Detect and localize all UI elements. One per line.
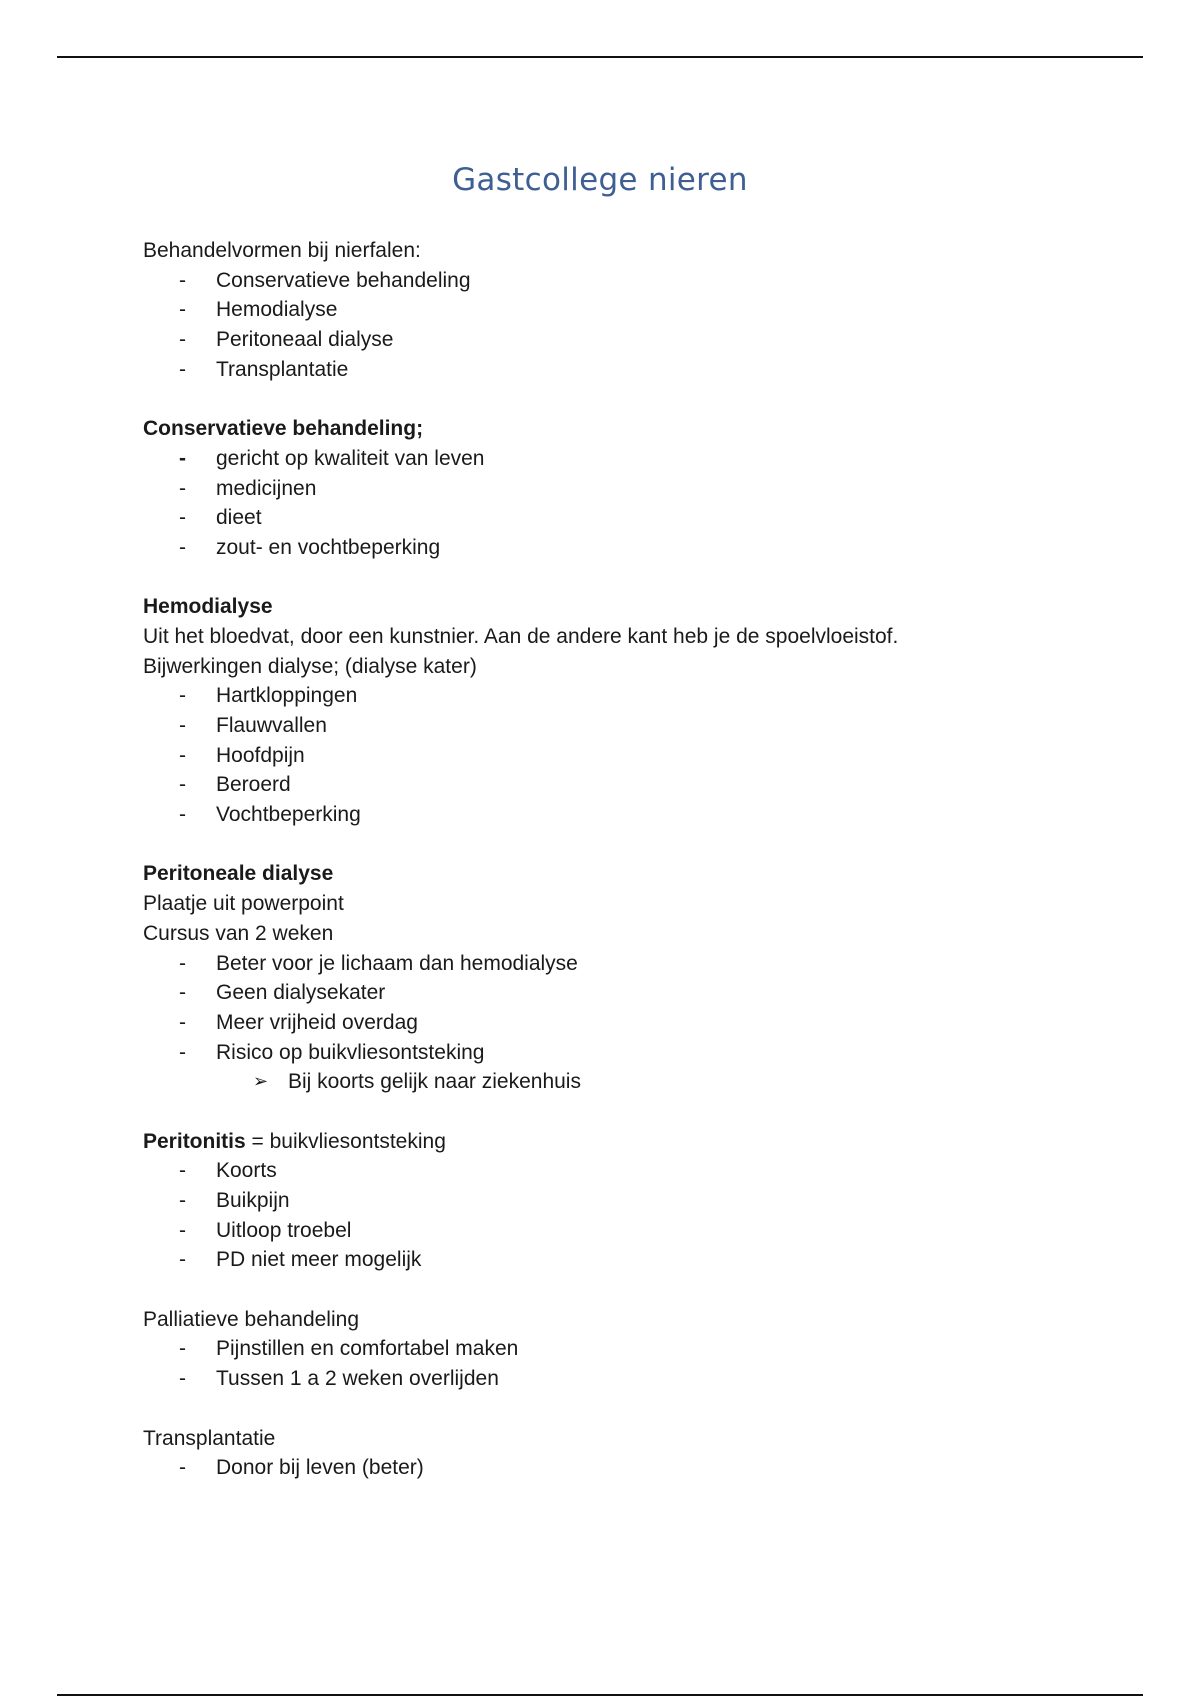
list-item [143,741,1143,771]
bullet-dash: - [179,298,186,322]
list-item [143,503,1143,533]
list-item [143,355,1143,385]
list-item [143,1038,1143,1068]
bullet-dash: - [179,446,186,470]
list-item-text: Pijnstillen en comfortabel maken [216,1337,519,1361]
page-title: Gastcollege nieren [452,162,748,198]
bullet-dash: - [179,535,186,559]
bullet-dash: - [179,357,186,381]
list-item-text: Conservatieve behandeling [216,268,471,292]
bullet-dash: - [179,506,186,530]
document-body [143,236,1143,1483]
bullet-dash: - [179,476,186,500]
header-rule [57,56,1143,58]
bullet-dash: - [179,1456,186,1480]
list-item-text: PD niet meer mogelijk [216,1248,422,1272]
list-item-text: Vochtbeperking [216,803,361,827]
bullet-dash: - [179,684,186,708]
list-item [143,1156,1143,1186]
heading-definition: = buikvliesontsteking [245,1129,446,1153]
list-item-text: Buikpijn [216,1189,290,1212]
bullet-dash: - [179,981,186,1005]
bullet-dash: - [179,1248,186,1272]
bullet-dash: - [179,328,186,352]
intro-heading: Behandelvormen bij nierfalen: [143,239,421,262]
section-heading-conservative: Conservatieve behandeling; [143,417,424,441]
list-item-text: Hemodialyse [216,298,338,322]
bullet-dash: - [179,1189,186,1212]
bullet-dash: - [179,1337,186,1361]
list-item-text: Risico op buikvliesontsteking [216,1040,485,1064]
section-heading-palliative: Palliatieve behandeling [143,1307,359,1331]
paragraph: Plaatje uit powerpoint [143,892,344,916]
list-item-text: Beroerd [216,773,291,797]
list-item [143,949,1143,979]
spacer [143,563,1143,593]
bullet-dash: - [179,714,186,737]
bullet-dash: - [179,743,186,767]
list-item-text: gericht op kwaliteit van leven [216,446,485,470]
bullet-dash: - [179,1367,186,1391]
spacer [143,1275,1143,1305]
footer-rule [57,1694,1143,1696]
list-item-text: Meer vrijheid overdag [216,1010,418,1034]
sub-list-item-text: Bij koorts gelijk naar ziekenhuis [288,1070,581,1094]
list-item [143,1364,1143,1394]
heading-bold-term: Peritonitis [143,1129,246,1153]
spacer [143,384,1143,414]
list-item [143,1216,1143,1246]
bullet-dash: - [179,1159,186,1183]
section-heading-peritoneal: Peritoneale dialyse [143,862,334,886]
list-item [143,978,1143,1008]
bullet-dash: - [179,268,186,292]
paragraph: Bijwerkingen dialyse; (dialyse kater) [143,654,477,678]
list-item [143,711,1143,741]
list-item-text: Hartkloppingen [216,684,358,708]
list-item [143,1245,1143,1275]
list-item [143,1453,1143,1483]
list-item-text: Flauwvallen [216,714,327,737]
list-item-text: Transplantatie [216,357,349,381]
list-item [143,444,1143,474]
section-heading-peritonitis [143,1127,1143,1157]
list-item-text: zout- en vochtbeperking [216,535,441,559]
bullet-dash: - [179,773,186,797]
list-item [143,800,1143,830]
list-item [143,1186,1143,1216]
list-item [143,266,1143,296]
bullet-dash: - [179,1010,186,1034]
sub-list-item [143,1067,1143,1097]
list-item-text: Koorts [216,1159,277,1183]
bullet-dash: - [179,1040,186,1064]
paragraph: Cursus van 2 weken [143,921,334,945]
list-item-text: Hoofdpijn [216,743,305,767]
list-item-text: dieet [216,506,262,530]
spacer [143,1394,1143,1424]
section-heading-hemodialysis: Hemodialyse [143,595,273,619]
list-item [143,681,1143,711]
paragraph: Uit het bloedvat, door een kunstnier. Aan de andere kant heb je de spoelvloeistof. [143,624,899,648]
list-item [143,295,1143,325]
spacer [143,1097,1143,1127]
list-item [143,1334,1143,1364]
list-item [143,1008,1143,1038]
list-item [143,770,1143,800]
list-item-text: Peritoneaal dialyse [216,328,394,352]
list-item-text: Geen dialysekater [216,981,386,1005]
list-item-text: medicijnen [216,476,317,500]
list-item [143,474,1143,504]
bullet-dash: - [179,951,186,975]
bullet-dash: - [179,1218,186,1242]
list-item-text: Uitloop troebel [216,1218,352,1242]
list-item-text: Tussen 1 a 2 weken overlijden [216,1367,499,1391]
arrow-bullet-icon: ➢ [253,1071,269,1092]
list-item [143,533,1143,563]
bullet-dash: - [179,803,186,827]
list-item-text: Donor bij leven (beter) [216,1456,424,1480]
list-item-text: Beter voor je lichaam dan hemodialyse [216,951,578,975]
list-item [143,325,1143,355]
spacer [143,830,1143,860]
section-heading-transplant: Transplantatie [143,1426,276,1450]
